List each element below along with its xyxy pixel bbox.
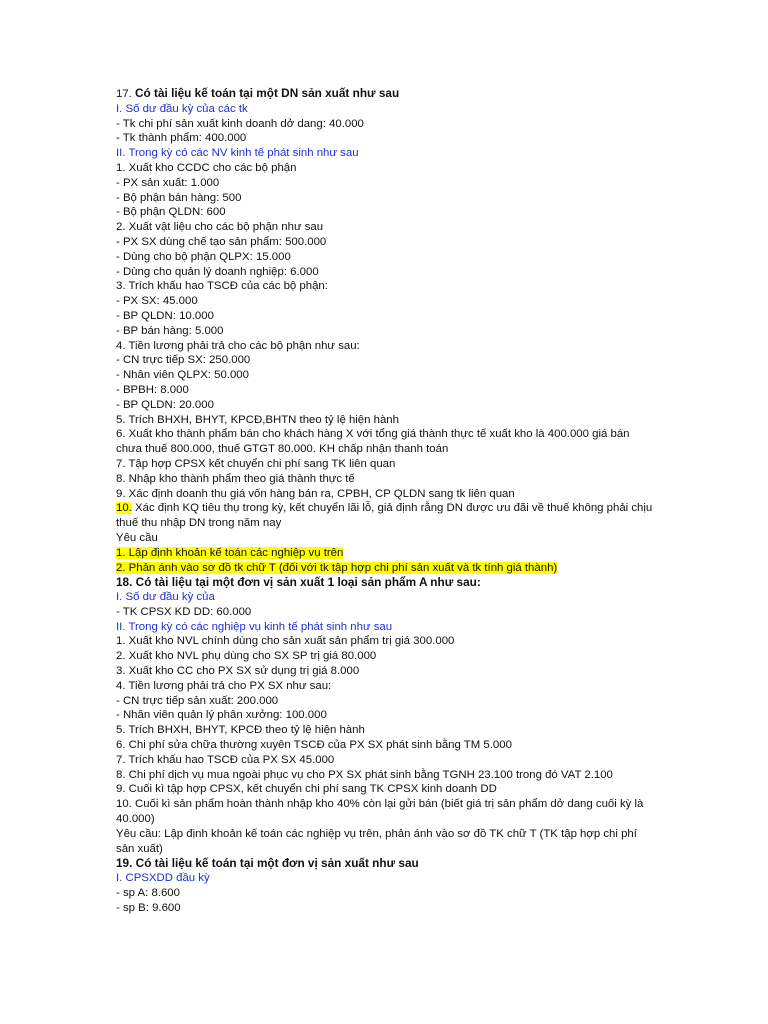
problem-17-line: - BP QLDN: 20.000 <box>116 398 214 411</box>
problem-17-line: - Dùng cho quản lý doanh nghiệp: 6.000 <box>116 265 319 278</box>
problem-17-line: 9. Xác định doanh thu giá vốn hàng bán ra, CPBH, CP QLDN sang tk liên quan <box>116 487 515 500</box>
document-body <box>116 86 656 916</box>
problem-17-line: 2. Xuất vật liệu cho các bộ phận như sau <box>116 221 324 234</box>
problem-17-requirement-label: Yêu cầu <box>116 531 158 544</box>
problem-17-item-10-text: Xác định KQ tiêu thụ trong kỳ, kết chuyển lãi lỗ, giả định rằng DN được ưu đãi về thuế không phải chịu thuế thu nhập DN trong năm nay <box>116 502 653 530</box>
problem-18-line: 3. Xuất kho CC cho PX SX sử dụng trị giá 8.000 <box>116 665 360 678</box>
problem-17-line: 4. Tiền lương phải trả cho các bộ phận như sau: <box>116 339 360 352</box>
problem-18-line: 8. Chi phí dịch vụ mua ngoài phục vụ cho PX SX phát sinh bằng TGNH 23.100 trong đó VAT 2.100 <box>116 768 613 781</box>
problem-18-line: 7. Trích khấu hao TSCĐ của PX SX 45.000 <box>116 753 335 766</box>
problem-17-line: - Bộ phận QLDN: 600 <box>116 206 226 219</box>
problem-18-line: 9. Cuối kì tập hợp CPSX, kết chuyển chi phí sang TK CPSX kinh doanh DD <box>116 783 497 796</box>
problem-17-item-10-number: 10. <box>116 502 132 515</box>
problem-19-line: - sp B: 9.600 <box>116 901 181 914</box>
problem-18-section-prefix: II. <box>116 620 129 633</box>
problem-18-requirement: Yêu cầu: Lập định khoản kế toán các nghiệp vụ trên, phản ánh vào sơ đồ TK chữ T (TK tập hợp chi phí sản xuất) <box>116 827 637 855</box>
problem-17-line: 3. Trích khấu hao TSCĐ của các bộ phận: <box>116 280 328 293</box>
problem-17-line: 8. Nhập kho thành phẩm theo giá thành thực tế <box>116 472 355 485</box>
problem-19-section-opening: I. CPSXDD đầu kỳ <box>116 872 210 885</box>
problem-17-opening-line: - Tk thành phẩm: 400.000 <box>116 132 247 145</box>
problem-17-requirement-2: 2. Phản ánh vào sơ đồ tk chữ T (đối với tk tập hợp chi phí sản xuất và tk tính giá thành) <box>116 561 558 574</box>
problem-17-line: 5. Trích BHXH, BHYT, KPCĐ,BHTN theo tỷ lệ hiện hành <box>116 413 399 426</box>
problem-17-line: 6. Xuất kho thành phẩm bán cho khách hàng X với tổng giá thành thực tế xuất kho là 400.000 giá bán chưa thuế 800.000, thuế GTGT 80.000. KH chấp nhận thanh toán <box>116 428 630 456</box>
problem-17-line: - PX sản xuất: 1.000 <box>116 176 220 189</box>
problem-18-opening-line: - TK CPSX KD DD: 60.000 <box>116 605 252 618</box>
problem-17-requirement-1: 1. Lập định khoản kế toán các nghiệp vụ trên <box>116 546 344 559</box>
problem-17-line: - BP QLDN: 10.000 <box>116 309 214 322</box>
problem-17-section-opening: I. Số dư đầu kỳ của các tk <box>116 102 248 115</box>
problem-19-title: 19. Có tài liệu kế toán tại một đơn vị sản xuất như sau <box>116 856 419 871</box>
problem-17-title: Có tài liệu kế toán tại một DN sản xuất như sau <box>135 86 400 100</box>
problem-17-opening-line: - Tk chi phí sản xuất kinh doanh dở dang: 40.000 <box>116 117 364 130</box>
problem-17-line: - CN trực tiếp SX: 250.000 <box>116 354 251 367</box>
problem-18-line: 6. Chi phí sửa chữa thường xuyên TSCĐ của PX SX phát sinh bằng TM 5.000 <box>116 739 512 752</box>
problem-18-line: 2. Xuất kho NVL phụ dùng cho SX SP trị giá 80.000 <box>116 650 377 663</box>
problem-17-line: - Dùng cho bộ phận QLPX: 15.000 <box>116 250 291 263</box>
problem-17-line: - PX SX dùng chế tạo sản phẩm: 500.000 <box>116 235 327 248</box>
problem-17-line: 7. Tập hợp CPSX kết chuyển chi phí sang TK liên quan <box>116 457 396 470</box>
problem-17-section-transactions: II. Trong kỳ có các NV kinh tế phát sinh như sau <box>116 147 359 160</box>
problem-18-line: - Nhân viên quản lý phân xưởng: 100.000 <box>116 709 327 722</box>
problem-18-line: 5. Trích BHXH, BHYT, KPCĐ theo tỷ lệ hiện hành <box>116 724 365 737</box>
problem-19-line: - sp A: 8.600 <box>116 887 180 900</box>
problem-17-line: - Nhân viên QLPX: 50.000 <box>116 369 249 382</box>
problem-17-heading <box>116 86 656 102</box>
problem-18-line: 4. Tiền lương phải trả cho PX SX như sau: <box>116 679 332 692</box>
problem-17-line: - BPBH: 8.000 <box>116 383 189 396</box>
problem-18-line: - CN trực tiếp sản xuất: 200.000 <box>116 694 279 707</box>
problem-18-line: 10. Cuối kì sản phẩm hoàn thành nhập kho 40% còn lại gửi bán (biết giá trị sản phẩm dở dang cuối kỳ là 40.000) <box>116 798 644 826</box>
problem-18-section-transactions <box>116 620 656 635</box>
problem-18-section-text: Trong kỳ có các nghiệp vụ kinh tế phát sinh như sau <box>128 620 393 633</box>
problem-18-line: 1. Xuất kho NVL chính dùng cho sản xuất sản phẩm trị giá 300.000 <box>116 635 455 648</box>
problem-17-item-10 <box>116 501 656 531</box>
problem-17-number: 17. <box>116 88 132 100</box>
problem-17-line: - BP bán hàng: 5.000 <box>116 324 224 337</box>
problem-18-title: 18. Có tài liệu tại một đơn vị sản xuất 1 loại sản phẩm A như sau: <box>116 575 481 590</box>
problem-17-line: 1. Xuất kho CCDC cho các bộ phận <box>116 161 297 174</box>
problem-17-line: - PX SX: 45.000 <box>116 295 198 308</box>
problem-18-section-opening: I. Số dư đầu kỳ của <box>116 591 215 604</box>
problem-17-line: - Bộ phận bán hàng: 500 <box>116 191 242 204</box>
